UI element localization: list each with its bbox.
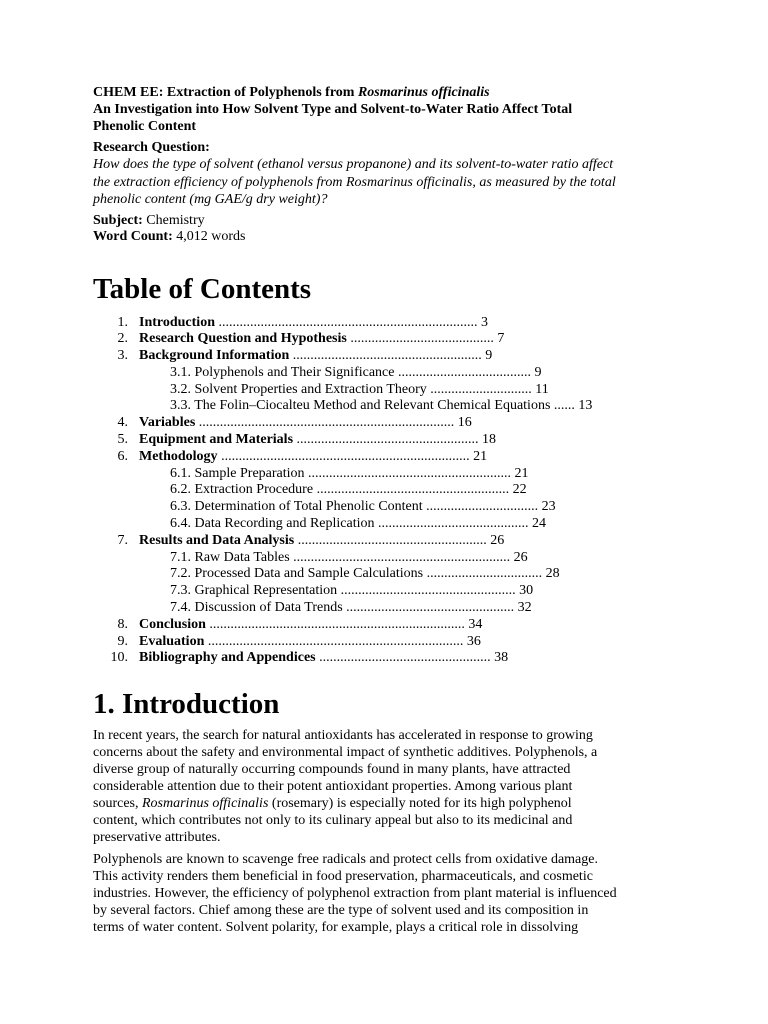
toc-subentry[interactable]: 6.1. Sample Preparation .......................................................... 21 bbox=[170, 465, 529, 481]
subject-line: Subject: Chemistry bbox=[93, 212, 205, 228]
toc-entry[interactable]: 2. Research Question and Hypothesis ......................................... 7 bbox=[117, 331, 505, 347]
toc-subentry[interactable]: 6.2. Extraction Procedure ....................................................... 22 bbox=[170, 482, 527, 498]
toc-subentry[interactable]: 3.2. Solvent Properties and Extraction Theory ............................. 11 bbox=[170, 381, 549, 397]
document-subtitle: An Investigation into How Solvent Type and Solvent-to-Water Ratio Affect Total Phenolic Content bbox=[93, 102, 573, 134]
research-question-text: How does the type of solvent (ethanol versus propanone) and its solvent-to-water ratio affect the extraction efficiency of polyphenols from Rosmarinus officinalis, as measured by the total phenolic content (mg GAE/g dry weight)? bbox=[93, 157, 616, 207]
toc-entry[interactable]: 9. Evaluation ......................................................................... 36 bbox=[117, 633, 481, 649]
table-of-contents bbox=[93, 315, 683, 668]
toc-subentry[interactable]: 7.2. Processed Data and Sample Calculations ................................. 28 bbox=[170, 566, 560, 582]
toc-entry[interactable]: 4. Variables ......................................................................... 16 bbox=[117, 415, 472, 431]
research-question-label: Research Question: bbox=[93, 140, 210, 155]
word-count-line: Word Count: 4,012 words bbox=[93, 229, 246, 244]
toc-heading: Table of Contents bbox=[93, 272, 312, 305]
intro-paragraph-1: In recent years, the search for natural antioxidants has accelerated in response to growing concerns about the safety and environmental impact of synthetic additives. Polyphenols, a diverse group of naturally occurring compounds found in many plants, have attracted considerable attention due to their potent antioxidant properties. Among various plant sources, Rosmarinus officinalis (rosemary) is especially noted for its high polyphenol content, which contributes not only to its culinary appeal but also to its medicinal and preservative attributes. bbox=[93, 728, 598, 846]
toc-entry[interactable]: 7. Results and Data Analysis ...................................................... 26 bbox=[117, 532, 505, 548]
toc-entry[interactable]: 1. Introduction .......................................................................... 3 bbox=[117, 314, 488, 330]
toc-entry[interactable]: 3. Background Information ...................................................... 9 bbox=[117, 348, 493, 364]
toc-entry[interactable]: 8. Conclusion ......................................................................... 34 bbox=[117, 616, 483, 632]
document-title: CHEM EE: Extraction of Polyphenols from Rosmarinus officinalis bbox=[93, 85, 490, 100]
species-name: Rosmarinus officinalis bbox=[142, 796, 269, 812]
document-page bbox=[93, 84, 683, 941]
intro-paragraph-2: Polyphenols are known to scavenge free radicals and protect cells from oxidative damage. This activity renders them beneficial in food preservation, pharmaceuticals, and cosmetic industries. However, the efficiency of polyphenol extraction from plant material is influenced by several factors. Chief among these are the type of solvent used and its composition in terms of water content. Solvent polarity, for example, plays a critical role in dissolving bbox=[93, 852, 617, 936]
toc-subentry[interactable]: 3.1. Polyphenols and Their Significance ...................................... 9 bbox=[170, 364, 542, 380]
introduction-heading: 1. Introduction bbox=[93, 688, 280, 721]
toc-subentry[interactable]: 6.3. Determination of Total Phenolic Content ................................ 23 bbox=[170, 499, 556, 515]
toc-subentry[interactable]: 7.3. Graphical Representation .................................................. 30 bbox=[170, 583, 534, 599]
toc-entry[interactable]: 6. Methodology ....................................................................... 21 bbox=[117, 448, 488, 464]
toc-subentry[interactable]: 7.4. Discussion of Data Trends ................................................ 32 bbox=[170, 600, 532, 616]
toc-subentry[interactable]: 3.3. The Folin–Ciocalteu Method and Relevant Chemical Equations ...... 13 bbox=[170, 398, 593, 414]
toc-subentry[interactable]: 6.4. Data Recording and Replication ........................................... 24 bbox=[170, 516, 546, 532]
toc-subentry[interactable]: 7.1. Raw Data Tables .............................................................. 26 bbox=[170, 549, 528, 565]
species-name: Rosmarinus officinalis bbox=[357, 85, 490, 100]
toc-entry[interactable]: 10. Bibliography and Appendices ................................................. 38 bbox=[110, 650, 509, 666]
toc-entry[interactable]: 5. Equipment and Materials .................................................... 18 bbox=[117, 432, 497, 448]
